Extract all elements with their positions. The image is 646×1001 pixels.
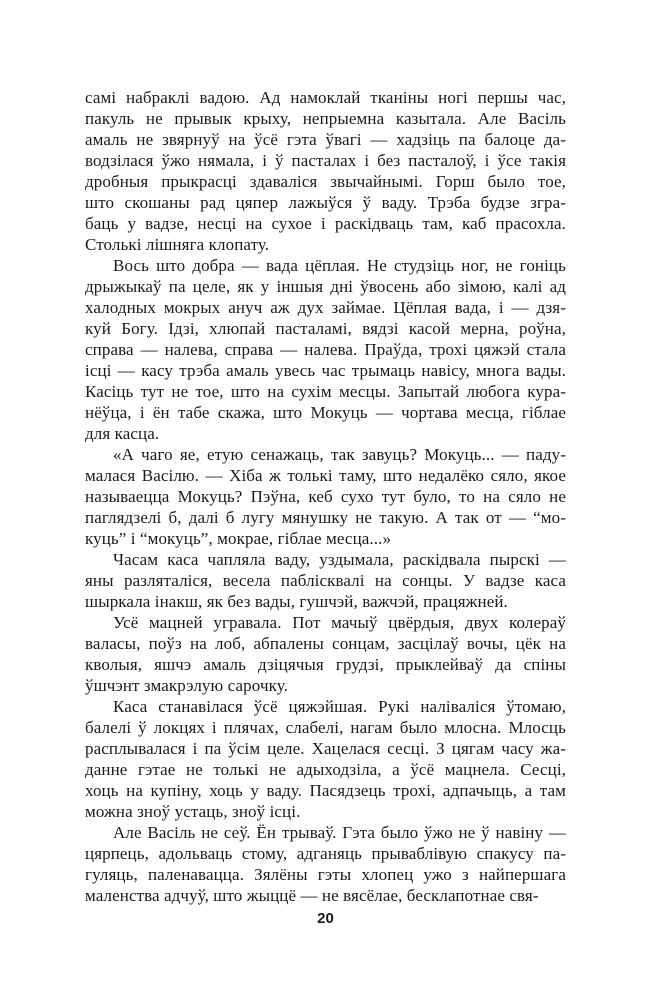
text-line: дробныя прыкрасці здаваліся звычайнымі. Горш было тое,	[85, 172, 566, 191]
text-line: для касца.	[85, 424, 160, 443]
text-line: маленства адчуў, што жыццё — не вясёлае, бесклапотнае свя-	[85, 886, 539, 905]
text-line: Але Васіль не сеў. Ён трываў. Гэта было ўжо не ў навіну —	[113, 823, 566, 842]
text-line: дрыжыкаў па целе, як у іншыя дні ўвосень або зімою, калі ад	[85, 277, 566, 296]
page-number: 20	[317, 910, 334, 927]
text-line: Касіць тут не тое, што на сухім месцы. Запытай любога кура-	[85, 382, 566, 401]
text-line: справа — налева, справа — налева. Праўда, трохі цяжэй стала	[85, 340, 566, 359]
text-line: ўшчэнт змакрэлую сарочку.	[85, 676, 288, 695]
text-line: водзілася ўжо нямала, і ў пасталах і без пасталоў, і ўсе такія	[85, 151, 566, 170]
text-line: куй Богу. Ідзі, хлюпай пасталамі, вядзі касой мерна, роўна,	[85, 319, 566, 338]
text-block	[85, 87, 566, 906]
text-line: ісці — касу трэба амаль увесь час трымаць навісу, многа вады.	[85, 361, 566, 380]
text-line: балелі ў локцях і плячах, слабелі, нагам было млосна. Млосць	[85, 718, 566, 737]
text-line: данне гэтае не толькі не адыходзіла, а ўсё мацнела. Сесці,	[85, 760, 566, 779]
text-line: кволыя, яшчэ амаль дзіцячыя грудзі, прыклейваў да спіны	[85, 655, 566, 674]
paragraph	[85, 255, 566, 444]
text-line: называецца Мокуць? Пэўна, кеб сухо тут було, то на сяло не	[85, 487, 566, 506]
text-line: нёўца, і ён табе скажа, што Мокуць — чортава месца, гіблае	[85, 403, 566, 422]
paragraph	[85, 87, 566, 255]
paragraph	[85, 549, 566, 612]
text-line: хоць на купіну, хоць у ваду. Пасядзець трохі, адпачыць, а там	[85, 781, 566, 800]
text-line: Вось што добра — вада цёплая. Не студзіць ног, не гоніць	[113, 256, 566, 275]
paragraph	[85, 612, 566, 696]
text-line: куць” і “мокуць”, мокрае, гіблае месца...»	[85, 529, 392, 548]
text-line: самі набраклі вадою. Ад намоклай тканіны ногі першы час,	[85, 88, 566, 107]
text-line: Столькі лішняга клопату.	[85, 235, 270, 254]
paragraph	[85, 696, 566, 822]
text-line: можна зноў устаць, зноў ісці.	[85, 802, 301, 821]
text-line: халодных мокрых ануч аж дух займае. Цёплая вада, і — дзя-	[85, 298, 566, 317]
text-line: шыркала інакш, як без вады, гушчэй, важчэй, працяжней.	[85, 592, 508, 611]
text-line: што скошаны рад цяпер лажыўся ў ваду. Трэба будзе згра-	[85, 193, 566, 212]
text-line: Усё мацней угравала. Пот мачыў цвёрдыя, двух колераў	[113, 613, 566, 632]
text-line: пакуль не прывык крыху, непрыемна казытала. Але Васіль	[85, 109, 566, 128]
text-line: валасы, поўз на лоб, абпалены сонцам, засцілаў вочы, цёк на	[85, 634, 566, 653]
paragraph	[85, 822, 566, 906]
text-line: гуляць, паленавацца. Зялёны гэты хлопец ужо з найпершага	[85, 865, 566, 884]
text-line: цярпець, адольваць стому, адганяць прываблівую спакусу па-	[85, 844, 566, 863]
text-line: паглядзелі б, далі б лугу мянушку не такую. А так от — “мо-	[85, 508, 566, 527]
text-line: «А чаго яе, етую сенажаць, так завуць? Мокуць... — паду-	[113, 445, 566, 464]
text-line: амаль не звярнуў на ўсё гэта ўвагі — хадзіць па балоце да-	[85, 130, 566, 149]
text-line: малася Васілю. — Хіба ж толькі таму, што недалёко сяло, якое	[85, 466, 566, 485]
text-line: расплывалася і па ўсім целе. Хацелася сесці. З цягам часу жа-	[85, 739, 566, 758]
text-line: баць у вадзе, несці на сухое і раскідваць там, каб прасохла.	[85, 214, 566, 233]
paragraph	[85, 444, 566, 549]
text-line: Каса станавілася ўсё цяжэйшая. Рукі наліваліся ўтомаю,	[113, 697, 566, 716]
text-line: яны разляталіся, весела паблісквалі на сонцы. У вадзе каса	[85, 571, 566, 590]
text-line: Часам каса чапляла ваду, уздымала, раскідвала пырскі —	[113, 550, 566, 569]
